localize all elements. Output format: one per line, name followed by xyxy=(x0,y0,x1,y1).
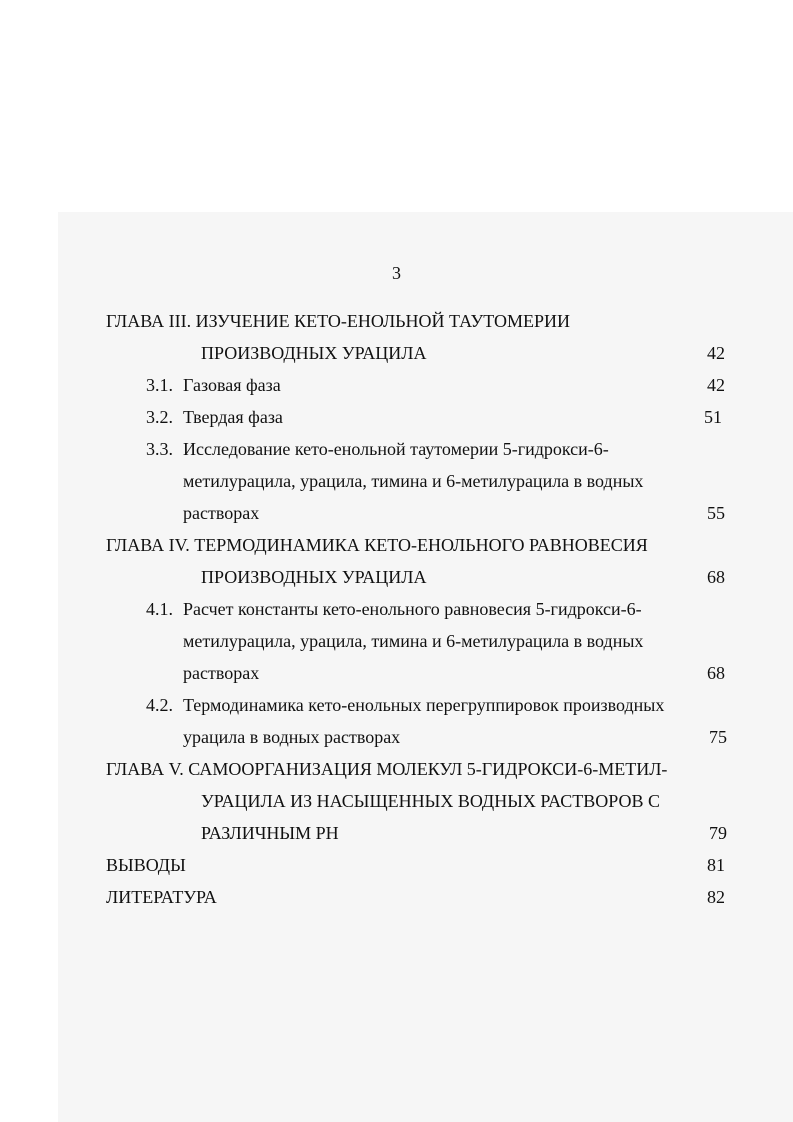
toc-chapter-4-page: 68 xyxy=(707,567,725,587)
toc-section-3-3-page: 55 xyxy=(707,503,725,523)
page-number: 3 xyxy=(392,263,401,283)
toc-section-4-2-line-2: урацила в водных растворах xyxy=(183,727,401,747)
toc-section-3-3-number: 3.3. xyxy=(146,439,173,459)
toc-chapter-4-line-1: ГЛАВА IV. ТЕРМОДИНАМИКА КЕТО-ЕНОЛЬНОГО РАВНОВЕСИЯ xyxy=(106,535,648,555)
toc-section-4-1-line-1: Расчет константы кето-енольного равновесия 5-гидрокси-6- xyxy=(183,599,642,619)
toc-chapter-3-line-1: ГЛАВА III. ИЗУЧЕНИЕ КЕТО-ЕНОЛЬНОЙ ТАУТОМЕРИИ xyxy=(106,311,571,331)
toc-conclusions-page: 81 xyxy=(707,855,725,875)
toc-chapter-4-line-2: ПРОИЗВОДНЫХ УРАЦИЛА xyxy=(201,567,427,587)
toc-section-4-2-number: 4.2. xyxy=(146,695,173,715)
toc-section-4-1-number: 4.1. xyxy=(146,599,173,619)
toc-section-3-2-number: 3.2. xyxy=(146,407,173,427)
toc-section-3-2-title: Твердая фаза xyxy=(183,407,283,427)
toc-section-4-1-line-3: растворах xyxy=(183,663,260,683)
toc-section-3-3-line-3: растворах xyxy=(183,503,260,523)
toc-section-3-2-page: 51 xyxy=(704,407,722,427)
toc-section-3-1-page: 42 xyxy=(707,375,725,395)
toc-section-4-2-page: 75 xyxy=(709,727,727,747)
toc-chapter-5-line-1: ГЛАВА V. САМООРГАНИЗАЦИЯ МОЛЕКУЛ 5-ГИДРОКСИ-6-МЕТИЛ- xyxy=(106,759,668,779)
toc-chapter-5-line-3: РАЗЛИЧНЫМ РН xyxy=(201,823,339,843)
toc-section-4-2-line-1: Термодинамика кето-енольных перегруппировок производных xyxy=(183,695,665,715)
toc-conclusions-title: ВЫВОДЫ xyxy=(106,855,186,875)
toc-section-3-1-number: 3.1. xyxy=(146,375,173,395)
toc-section-3-1-title: Газовая фаза xyxy=(183,375,281,395)
toc-section-4-1-line-2: метилурацила, урацила, тимина и 6-метилурацила в водных xyxy=(183,631,644,651)
toc-chapter-5-line-2: УРАЦИЛА ИЗ НАСЫЩЕННЫХ ВОДНЫХ РАСТВОРОВ С xyxy=(201,791,660,811)
toc-chapter-5-page: 79 xyxy=(709,823,727,843)
toc-literature-page: 82 xyxy=(707,887,725,907)
toc-section-3-3-line-2: метилурацила, урацила, тимина и 6-метилурацила в водных xyxy=(183,471,644,491)
toc-section-4-1-page: 68 xyxy=(707,663,725,683)
toc-chapter-3-page: 42 xyxy=(707,343,725,363)
toc-section-3-3-line-1: Исследование кето-енольной таутомерии 5-гидрокси-6- xyxy=(183,439,609,459)
toc-chapter-3-line-2: ПРОИЗВОДНЫХ УРАЦИЛА xyxy=(201,343,427,363)
toc-literature-title: ЛИТЕРАТУРА xyxy=(106,887,217,907)
